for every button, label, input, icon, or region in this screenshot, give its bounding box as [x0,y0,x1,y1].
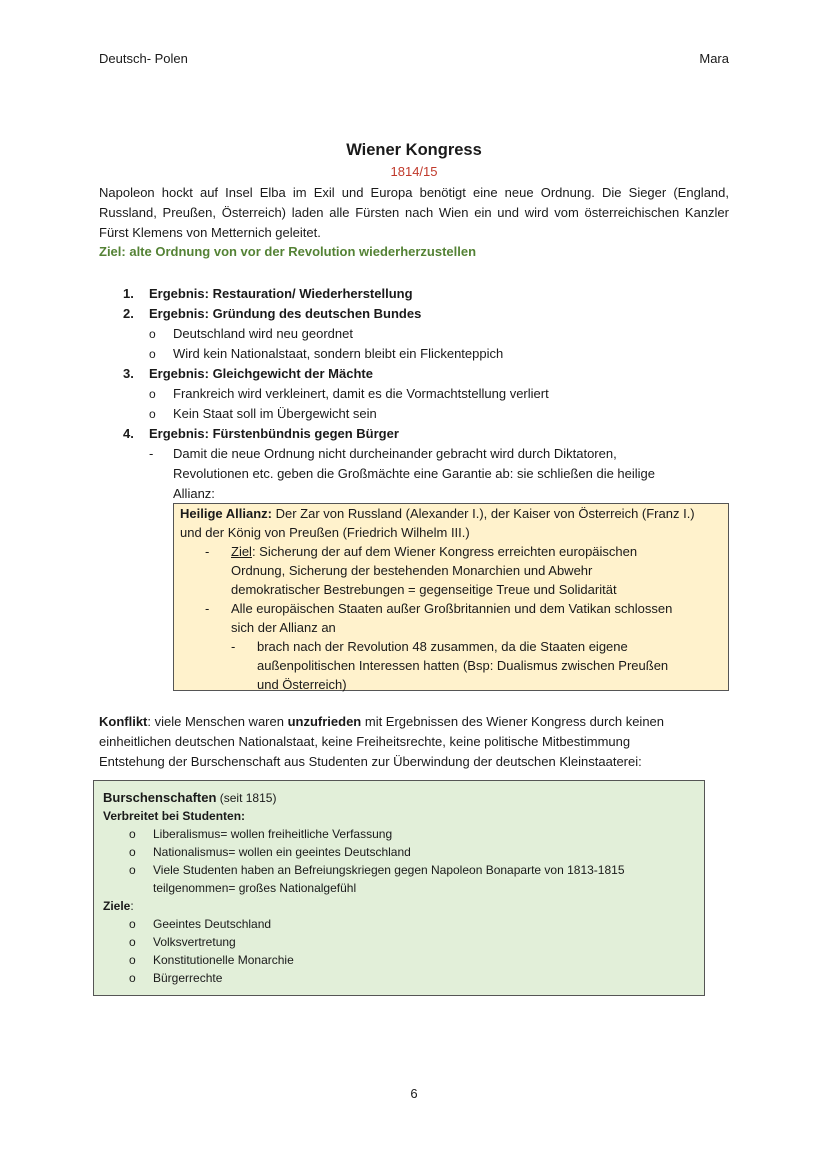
allianz-ziel-text: : Sicherung der auf dem Wiener Kongress erreichten europäischen [251,544,638,559]
allianz-ziel-line-1 [231,542,637,562]
bullet-marker: o [149,327,156,341]
allianz-line-1-text: Der Zar von Russland (Alexander I.), der Kaiser von Österreich (Franz I.) [271,506,695,521]
verbreitet-item-1: Liberalismus= wollen freiheitliche Verfassung [153,827,393,841]
result-4-text-line-1: Damit die neue Ordnung nicht durcheinander gebracht wird durch Diktatoren, [173,446,617,461]
burschen-title: Burschenschaften [103,790,217,805]
dash-marker: - [205,601,210,616]
page-number: 6 [410,1086,418,1101]
date-subtitle: 1814/15 [390,164,438,179]
result-2-bullet-2: Wird kein Nationalstaat, sondern bleibt ein Flickenteppich [173,346,504,361]
allianz-ziel-line-3: demokratischer Bestrebungen = gegenseitige Treue und Solidarität [231,582,617,597]
ziele-item-4: Bürgerrechte [153,971,223,985]
allianz-ziel-label: Ziel [231,544,252,559]
dash-marker: - [205,544,210,559]
konflikt-line-1 [99,712,664,732]
page-title: Wiener Kongress [346,141,482,159]
header-author: Mara [699,51,729,66]
allianz-line-2: und der König von Preußen (Friedrich Wilhelm III.) [180,525,470,540]
verbreitet-item-3-line-2: teilgenommen= großes Nationalgefühl [153,881,357,895]
konflikt-line-2: einheitlichen deutschen Nationalstaat, keine Freiheitsrechte, keine politische Mitbestimmung [99,734,631,749]
bullet-marker: o [129,827,136,841]
konflikt-label: Konflikt [99,714,148,729]
konflikt-line-3: Entstehung der Burschenschaft aus Studenten zur Überwindung der deutschen Kleinstaaterei: [99,754,642,769]
header-course: Deutsch- Polen [99,51,188,66]
verbreitet-item-2: Nationalismus= wollen ein geeintes Deutschland [153,845,411,859]
burschen-heading [103,788,276,808]
result-2-number: 2. [123,306,134,321]
konflikt-bold-word: unzufrieden [287,714,362,729]
allianz-ziel-line-2: Ordnung, Sicherung der bestehenden Monarchien und Abwehr [231,563,593,578]
konflikt-text-b: mit Ergebnissen des Wiener Kongress durch keinen [361,714,665,729]
result-2-bullet-1: Deutschland wird neu geordnet [173,326,353,341]
allianz-term: Heilige Allianz: [180,506,272,521]
result-3-bullet-1: Frankreich wird verkleinert, damit es die Vormachtstellung verliert [173,386,549,401]
ziele-label: Ziele [103,899,131,913]
verbreitet-heading: Verbreitet bei Studenten: [103,809,246,823]
allianz-brach-line-3: und Österreich) [257,677,347,692]
verbreitet-item-3-line-1: Viele Studenten haben an Befreiungskriegen gegen Napoleon Bonaparte von 1813-1815 [153,863,625,877]
allianz-staaten-line-2: sich der Allianz an [231,620,336,635]
bullet-marker: o [129,863,136,877]
result-4-text-line-3: Allianz: [173,486,215,501]
ziele-colon: : [130,899,134,913]
result-3-number: 3. [123,366,134,381]
ziele-item-2: Volksvertretung [153,935,236,949]
allianz-line-1 [180,504,695,524]
dash-marker: - [149,446,154,461]
result-2-label: Ergebnis: Gründung des deutschen Bundes [149,306,422,321]
bullet-marker: o [149,347,156,361]
intro-paragraph: Napoleon hockt auf Insel Elba im Exil und Europa benötigt eine neue Ordnung. Die Sieger (England, Russland, Preußen, Österreich) laden alle Fürsten nach Wien ein und wird vom österreichischen Kanzler Fürst Klemens von Metternich geleitet. [99,185,729,240]
result-1-label: Ergebnis: Restauration/ Wiederherstellung [149,286,413,301]
konflikt-text-a: : viele Menschen waren [147,714,288,729]
allianz-brach-line-1: brach nach der Revolution 48 zusammen, da die Staaten eigene [257,639,628,654]
bullet-marker: o [129,917,136,931]
result-4-label: Ergebnis: Fürstenbündnis gegen Bürger [149,426,399,441]
dash-marker: - [231,639,236,654]
burschen-since: (seit 1815) [216,791,277,805]
result-3-label: Ergebnis: Gleichgewicht der Mächte [149,366,373,381]
bullet-marker: o [129,935,136,949]
allianz-staaten-line-1: Alle europäischen Staaten außer Großbritannien und dem Vatikan schlossen [231,601,673,616]
result-4-number: 4. [123,426,134,441]
allianz-brach-line-2: außenpolitischen Interessen hatten (Bsp: Dualismus zwischen Preußen [257,658,669,673]
bullet-marker: o [129,953,136,967]
goal-line: Ziel: alte Ordnung von vor der Revolution wiederherzustellen [99,244,477,259]
result-3-bullet-2: Kein Staat soll im Übergewicht sein [173,406,377,421]
ziele-item-1: Geeintes Deutschland [153,917,272,931]
bullet-marker: o [149,407,156,421]
result-4-text-line-2: Revolutionen etc. geben die Großmächte eine Garantie ab: sie schließen die heilige [173,466,656,481]
ziele-heading [103,897,134,915]
bullet-marker: o [149,387,156,401]
result-1-number: 1. [123,286,134,301]
ziele-item-3: Konstitutionelle Monarchie [153,953,294,967]
bullet-marker: o [129,971,136,985]
bullet-marker: o [129,845,136,859]
